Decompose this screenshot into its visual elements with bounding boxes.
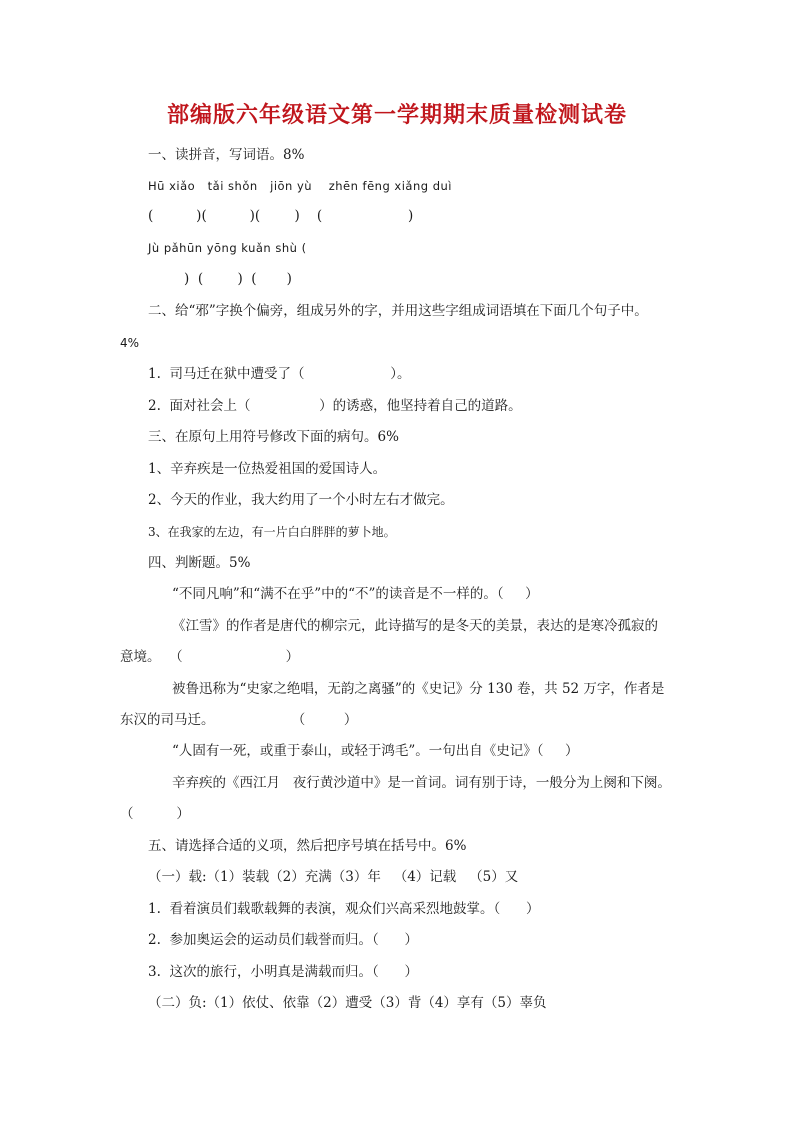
section-5-subheading-2: （二）负:（1）依仗、依靠（2）遭受（3）背（4）享有（5）辜负 — [148, 995, 547, 1011]
section-3-question-3: 3、在我家的左边，有一片白白胖胖的萝卜地。 — [148, 525, 396, 539]
section-4-question-2b: 意境。 （ ） — [120, 649, 300, 665]
section-3-question-2: 2、今天的作业，我大约用了一个小时左右才做完。 — [148, 492, 454, 508]
section-4-question-5b: （ ） — [120, 806, 190, 822]
section-2-score: 4% — [120, 336, 140, 350]
page-title: 部编版六年级语文第一学期期末质量检测试卷 — [166, 102, 627, 128]
section-4-question-5a: 辛弃疾的《西江月 夜行黄沙道中》是一首词。词有别于诗，一般分为上阕和下阕。 — [172, 775, 671, 791]
pinyin-line-2: Jù pǎhūn yōng kuǎn shù ( — [148, 241, 307, 255]
pinyin-line-1: Hū xiǎo tǎi shǒn jiōn yù zhēn fēng xiǎng duì — [148, 179, 452, 193]
answer-blanks-2: ) ( ) ( ) — [184, 271, 292, 287]
section-4-question-3a: 被鲁迅称为“史家之绝唱，无韵之离骚”的《史记》分 130 卷，共 52 万字，作者是 — [172, 681, 665, 697]
section-2-heading: 二、给“邪”字换个偏旁，组成另外的字，并用这些字组成词语填在下面几个句子中。 — [148, 303, 648, 319]
section-5-question-3: 3. 这次的旅行，小明真是满载而归。（ ） — [148, 964, 418, 980]
section-3-heading: 三、在原句上用符号修改下面的病句。6% — [148, 429, 399, 445]
answer-blanks-1: ( )( )( ) ( ) — [148, 208, 414, 224]
section-4-question-3b: 东汉的司马迁。 （ ） — [120, 712, 358, 728]
section-4-heading: 四、判断题。5% — [148, 555, 251, 571]
section-5-heading: 五、请选择合适的义项，然后把序号填在括号中。6% — [148, 838, 467, 854]
section-5-question-1: 1. 看着演员们载歌载舞的表演，观众们兴高采烈地鼓掌。（ ） — [148, 901, 540, 917]
section-4-question-1: “不同凡响”和“满不在乎”中的“不”的读音是不一样的。（ ） — [172, 586, 539, 602]
section-2-question-2: 2. 面对社会上（ ）的诱惑，他坚持着自己的道路。 — [148, 398, 522, 414]
section-5-subheading-1: （一）载:（1）装载（2）充满（3）年 （4）记载 （5）又 — [148, 869, 519, 885]
section-4-question-2a: 《江雪》的作者是唐代的柳宗元，此诗描写的是冬天的美景，表达的是寒冷孤寂的 — [172, 618, 658, 634]
section-2-question-1: 1. 司马迁在狱中遭受了（ ）。 — [148, 366, 411, 382]
section-3-question-1: 1、辛弃疾是一位热爱祖国的爱国诗人。 — [148, 461, 387, 477]
section-5-question-2: 2. 参加奥运会的运动员们载誉而归。（ ） — [148, 932, 418, 948]
section-4-question-4: “人固有一死，或重于泰山，或轻于鸿毛”。一句出自《史记》（ ） — [172, 743, 579, 759]
section-1-heading: 一、读拼音，写词语。8% — [148, 147, 305, 163]
